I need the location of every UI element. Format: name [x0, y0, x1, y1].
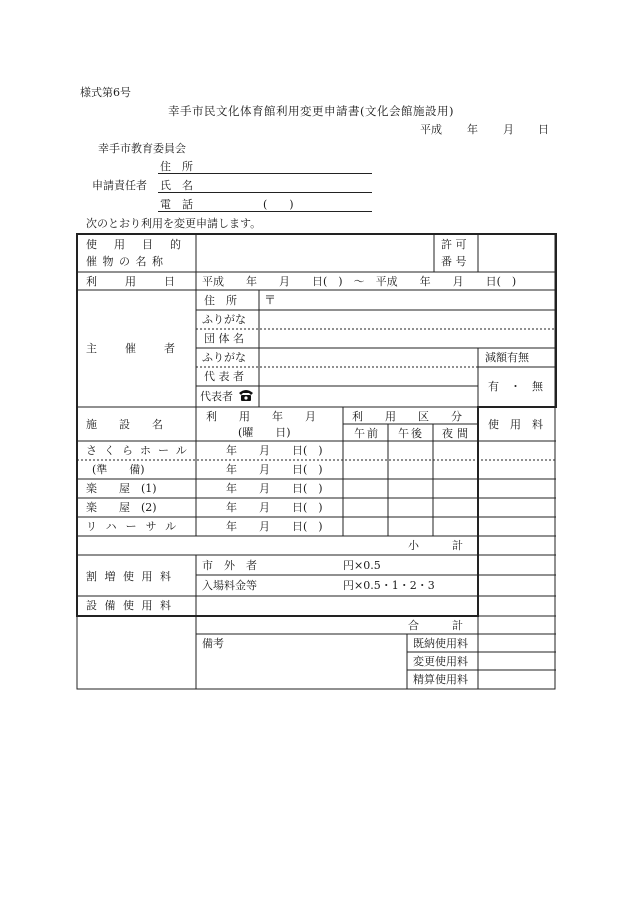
purpose-input[interactable] — [197, 235, 433, 271]
remarks-input[interactable] — [197, 650, 405, 688]
facility-date[interactable]: 年 月 日( ) — [226, 501, 323, 514]
equipment-input[interactable] — [197, 597, 477, 615]
use-date-value[interactable]: 平成 年 月 日( ) 〜 平成 年 月 日( ) — [202, 275, 517, 288]
facility-header: 施 設 名 — [86, 418, 163, 431]
usage-dt-header-1: 利 用 年 月 — [206, 410, 316, 423]
fee-row-paid: 既納使用料 — [413, 637, 468, 650]
purpose-label-1: 使 用 目 的 — [86, 238, 184, 251]
facility-name: リハーサル — [86, 520, 186, 533]
org-row-address: 住 所 — [204, 294, 237, 307]
applicant-role-label: 申請責任者 — [92, 179, 147, 192]
reduction-label: 減額有無 — [485, 351, 529, 364]
document-title: 幸手市民文化体育館利用変更申請書(文化会館施設用) — [168, 104, 454, 118]
fee-row-changed: 変更使用料 — [413, 655, 468, 668]
division-header: 利 用 区 分 — [352, 410, 462, 423]
telephone-icon — [238, 388, 254, 402]
intro-text: 次のとおり利用を変更申請します。 — [86, 217, 262, 230]
org-row-furigana-2: ふりがな — [202, 351, 246, 364]
org-group-name-input[interactable] — [260, 330, 555, 348]
surcharge-label: 割 増 使 用 料 — [86, 570, 173, 583]
use-date-label: 利 用 日 — [86, 275, 177, 288]
division-col-am: 午前 — [354, 427, 380, 440]
purpose-label-2: 催 物 の 名 称 — [86, 255, 164, 268]
facility-name: (準 備) — [92, 463, 145, 476]
surcharge-row-label: 市 外 者 — [202, 559, 257, 572]
org-rep-phone-input[interactable] — [260, 387, 477, 406]
total-label: 合 計 — [408, 619, 463, 632]
applicant-phone-label: 電 話 — [160, 198, 193, 211]
equipment-label: 設 備 使 用 料 — [86, 599, 173, 612]
org-address-input[interactable] — [278, 291, 555, 309]
org-representative-input[interactable] — [260, 368, 477, 386]
org-row-representative: 代 表 者 — [204, 370, 244, 383]
surcharge-row-label: 入場料金等 — [202, 579, 257, 592]
org-row-furigana-1: ふりがな — [202, 313, 246, 326]
date-day: 日 — [538, 123, 549, 136]
subtotal-input[interactable] — [479, 537, 555, 554]
division-col-pm: 午後 — [398, 427, 424, 440]
remarks-label: 備考 — [202, 637, 224, 650]
postal-mark: 〒 — [264, 293, 277, 307]
date-era: 平成 — [420, 123, 442, 136]
facility-date[interactable]: 年 月 日( ) — [226, 444, 323, 457]
facility-name: さくらホール — [86, 444, 194, 457]
permit-label-2: 番 号 — [441, 255, 467, 268]
org-row-group-name: 団 体 名 — [204, 332, 244, 345]
division-col-night: 夜間 — [442, 427, 472, 440]
addressee: 幸手市教育委員会 — [98, 142, 186, 155]
facility-date[interactable]: 年 月 日( ) — [226, 463, 323, 476]
fee-row-settled: 精算使用料 — [413, 673, 468, 686]
permit-label-1: 許 可 — [441, 238, 467, 251]
usage-dt-header-2: (曜 日) — [238, 426, 291, 439]
form-number: 様式第6号 — [80, 86, 131, 99]
facility-name: 楽 屋 (2) — [86, 501, 157, 514]
surcharge-row-formula: 円×0.5・1・2・3 — [343, 579, 435, 592]
reduction-value[interactable]: 有 ・ 無 — [488, 380, 543, 393]
applicant-name-label: 氏 名 — [160, 179, 193, 192]
facility-name: 楽 屋 (1) — [86, 482, 157, 495]
org-row-rep-phone: 代表者 — [200, 390, 233, 403]
surcharge-row-formula: 円×0.5 — [343, 559, 381, 572]
subtotal-label: 小 計 — [408, 539, 463, 552]
facility-date[interactable]: 年 月 日( ) — [226, 520, 323, 533]
organizer-label: 主 催 者 — [86, 342, 177, 355]
facility-date[interactable]: 年 月 日( ) — [226, 482, 323, 495]
org-furigana-input[interactable] — [260, 311, 555, 329]
date-year: 年 — [467, 123, 478, 136]
org-rep-furigana-input[interactable] — [260, 349, 477, 367]
fee-header: 使 用 料 — [488, 418, 543, 431]
applicant-phone-paren: ( ) — [263, 198, 294, 211]
date-month: 月 — [503, 123, 514, 136]
applicant-address-label: 住 所 — [160, 160, 193, 173]
permit-number-input[interactable] — [479, 235, 555, 271]
